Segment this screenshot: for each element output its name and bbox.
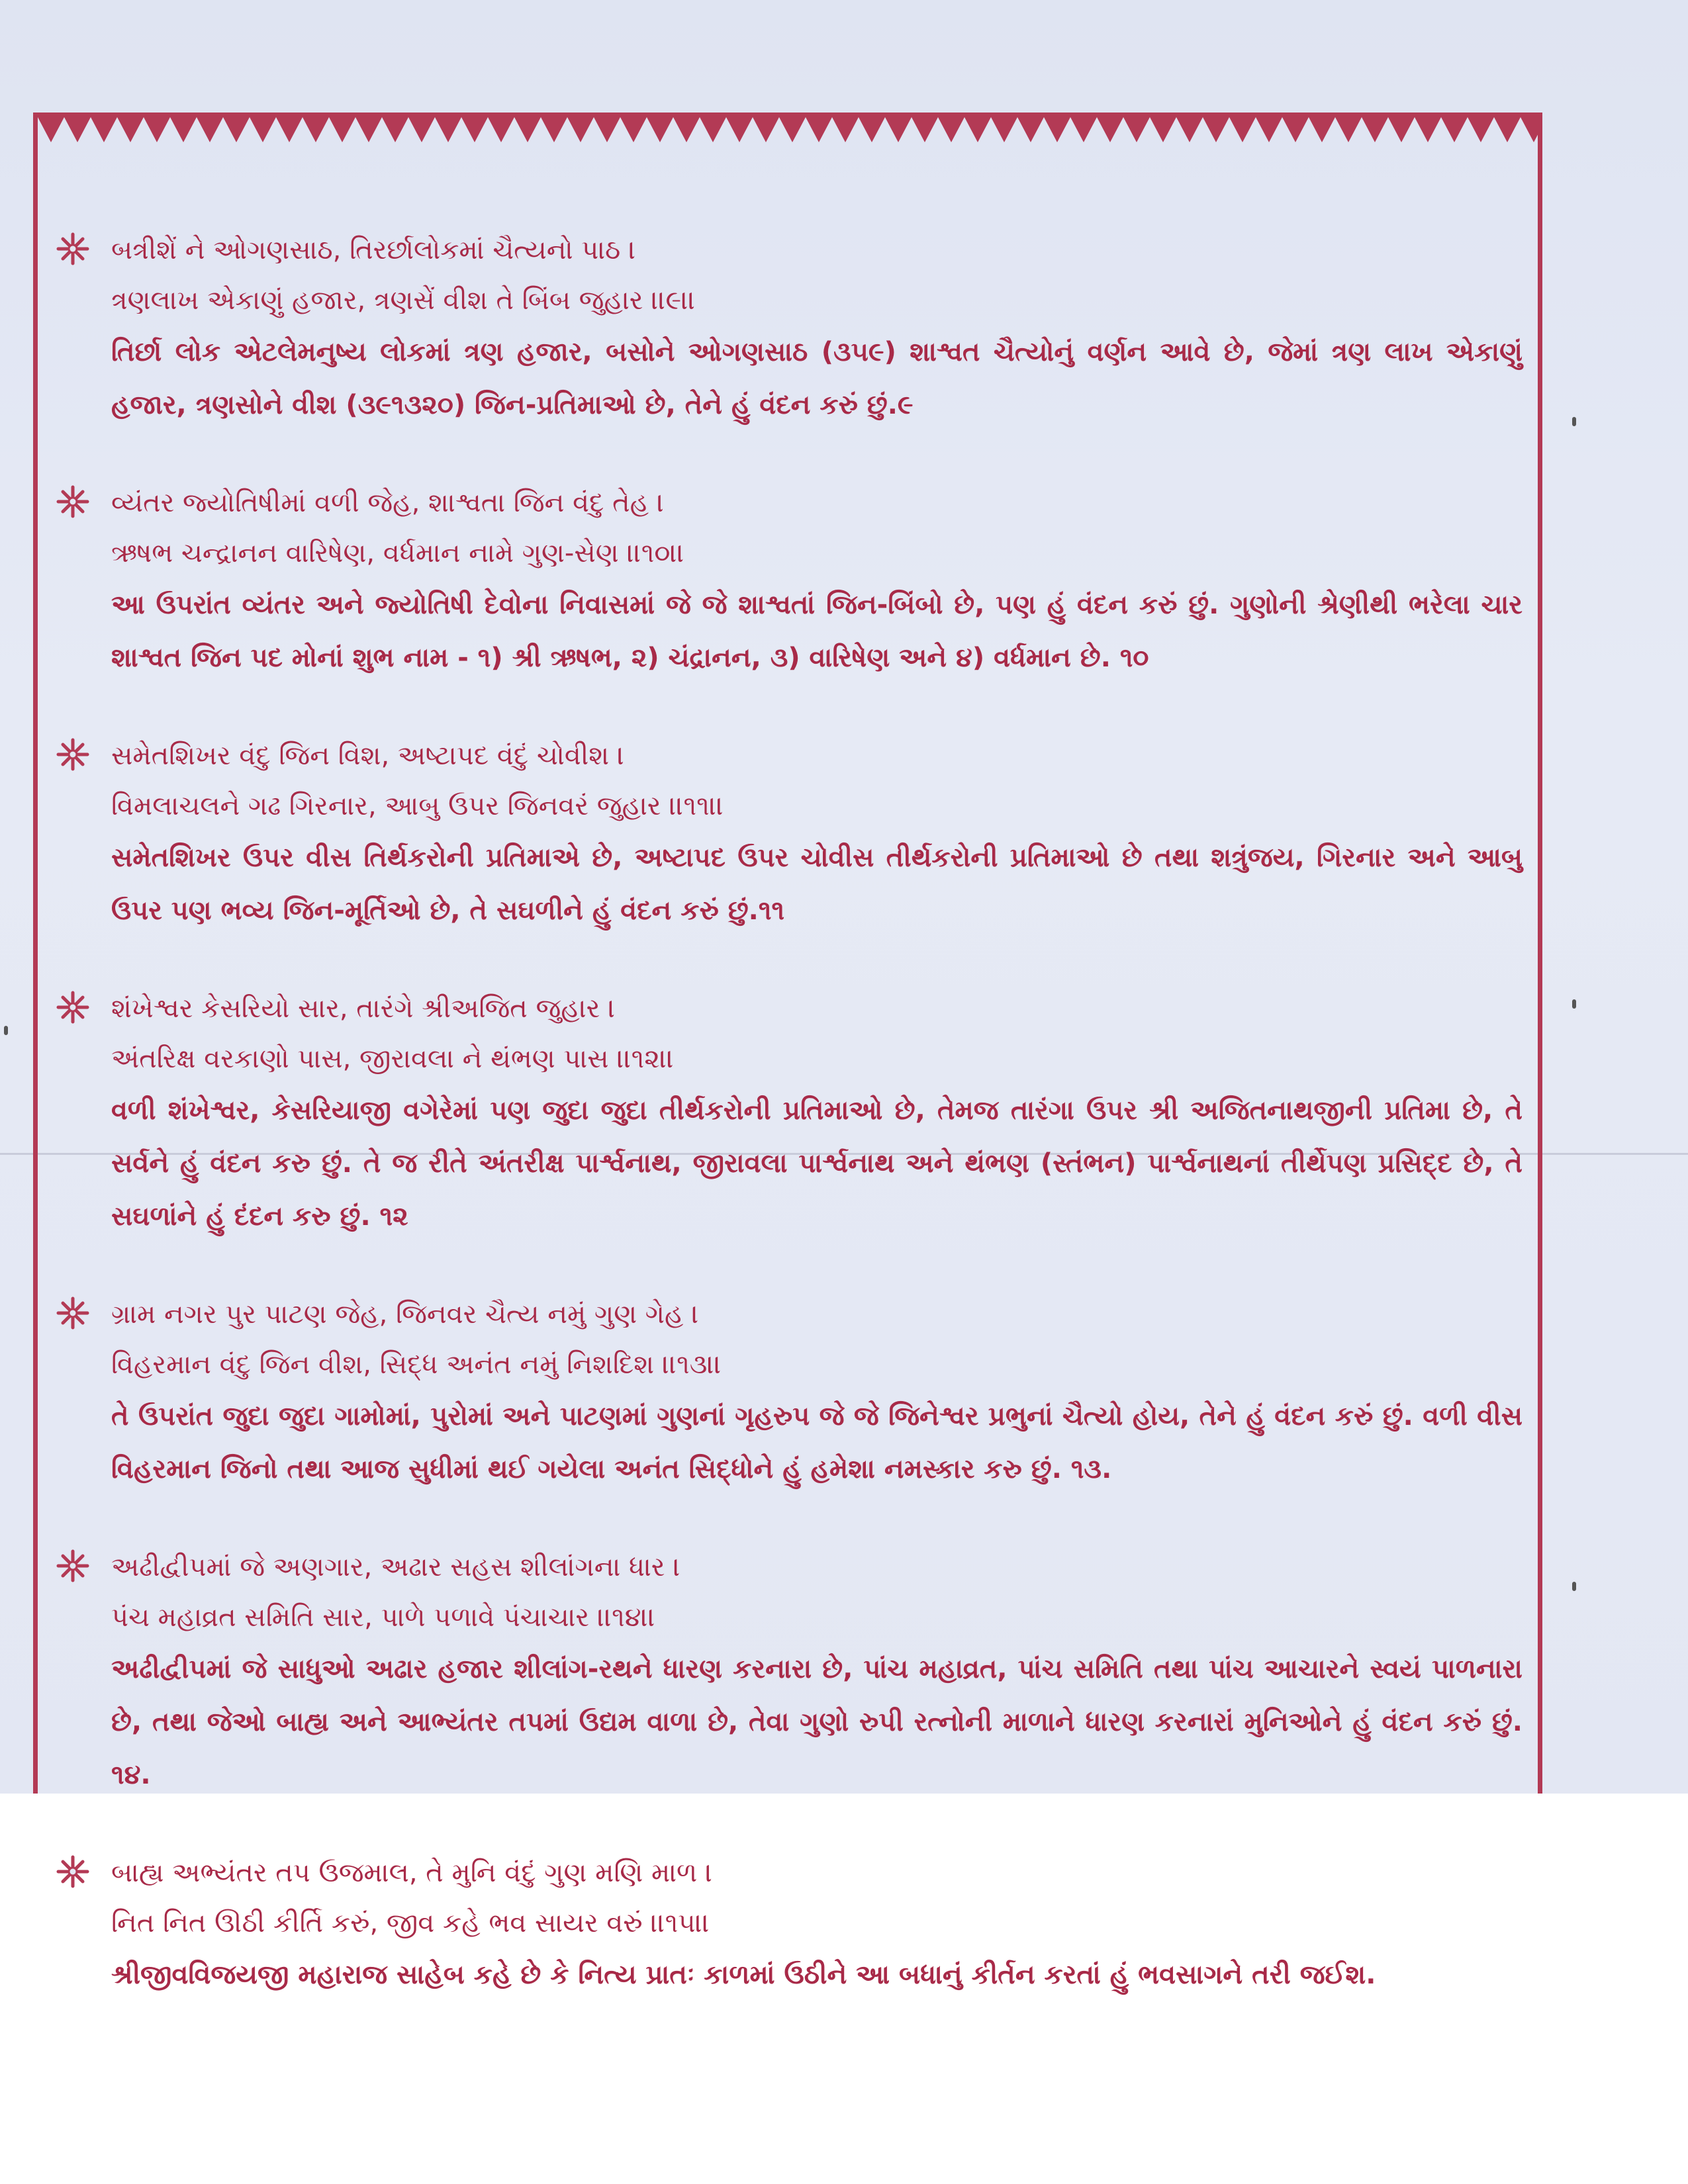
verse-meaning: વળી શંખેશ્વર, કેસરિયાજી વગેરેમાં પણ જુદા જુદા તીર્થકરોની પ્રતિમાઓ છે, તેમજ તારંગા ઉપર શ્રી અજિતનાથજીની પ્રતિમા છે, તે સર્વને હું વંદન કરુ છું. તે જ રીતે અંતરીક્ષ પાર્શ્વનાથ, જીરાવલા પાર્શ્વનાથ અને થંભણ (સ્તંભન) પાર્શ્વનાથનાં તીર્થેપણ પ્રસિદ્દ છે, તે સઘળાંને હું દંદન કરુ છું. ૧૨ bbox=[111, 1095, 1523, 1232]
verse-11 bbox=[53, 731, 1523, 937]
verse-line: વિહરમાન વંદુ જિન વીશ, સિદ્ધ અનંત નમું નિશદિશ ।।૧૩।। bbox=[111, 1349, 722, 1380]
flower-asterisk-icon bbox=[53, 482, 93, 522]
flower-asterisk-icon bbox=[53, 1852, 93, 1891]
verse-line: અઢીદ્વીપમાં જે અણગાર, અઢાર સહસ શીલાંગના ધાર । bbox=[111, 1552, 680, 1582]
flower-asterisk-icon bbox=[53, 229, 93, 269]
verse-line: ઋષભ ચન્દ્રાનન વારિષેણ, વર્ધમાન નામે ગુણ-સેણ ।।૧૦।। bbox=[111, 538, 684, 569]
zigzag-border-top bbox=[38, 117, 1538, 150]
verse-line: વિમલાચલને ગઢ ગિરનાર, આબુ ઉપર જિનવરં જુહાર ।।૧૧।। bbox=[111, 791, 724, 821]
verse-13 bbox=[53, 1289, 1523, 1496]
verse-line: ત્રણલાખ એકાણું હજાર, ત્રણસેં વીશ તે બિંબ જુહાર ।।૯।। bbox=[111, 285, 696, 316]
verse-15 bbox=[53, 1848, 1523, 2001]
verse-14 bbox=[53, 1542, 1523, 1801]
scan-speck bbox=[1572, 999, 1576, 1009]
scan-speck bbox=[4, 1026, 8, 1035]
flower-asterisk-icon bbox=[53, 987, 93, 1027]
verse-list bbox=[53, 225, 1523, 2048]
verse-line: ગ્રામ નગર પુર પાટણ જેહ, જિનવર ચૈત્ય નમું ગુણ ગેહ । bbox=[111, 1299, 699, 1330]
verse-12 bbox=[53, 983, 1523, 1243]
verse-line: બત્રીશેં ને ઓગણસાઠ, તિરર્છાલોકમાં ચૈત્યનો પાઠ । bbox=[111, 235, 636, 265]
scan-speck bbox=[1572, 1582, 1576, 1591]
verse-line: નિત નિત ઊઠી કીર્તિ કરું, જીવ કહે ભવ સાયર વરું ।।૧૫।। bbox=[111, 1908, 710, 1938]
verse-line: પંચ મહાવ્રત સમિતિ સાર, પાળે પળાવે પંચાચાર ।।૧૪।। bbox=[111, 1602, 655, 1633]
flower-asterisk-icon bbox=[53, 735, 93, 774]
verse-meaning: અઢીદ્વીપમાં જે સાધુઓ અઢાર હજાર શીલાંગ-રથને ધારણ કરનારા છે, પાંચ મહાવ્રત, પાંચ સમિતિ તથા પાંચ આચારને સ્વયં પાળનારા છે, તથા જેઓ બાહ્ય અને આભ્યંતર તપમાં ઉદ્યમ વાળા છે, તેવા ગુણો રુપી રત્નોની માળાને ધારણ કરનારાં મુનિઓને હું વંદન કરું છું. ૧૪. bbox=[111, 1654, 1523, 1790]
scan-speck bbox=[1572, 417, 1576, 426]
verse-line: શંખેશ્વર કેસરિયો સાર, તારંગે શ્રીઅજિત જુહાર । bbox=[111, 993, 616, 1024]
verse-10 bbox=[53, 478, 1523, 684]
verse-9 bbox=[53, 225, 1523, 432]
flower-asterisk-icon bbox=[53, 1293, 93, 1333]
verse-meaning: તે ઉપરાંત જુદા જુદા ગામોમાં, પુરોમાં અને પાટણમાં ગુણનાં ગૃહરુપ જે જે જિનેશ્વર પ્રભુનાં ચૈત્યો હોય, તેને હું વંદન કરું છું. વળી વીસ વિહરમાન જિનો તથા આજ સુધીમાં થઈ ગયેલા અનંત સિદ્ધોને હું હમેશા નમસ્કાર કરુ છું. ૧૩. bbox=[111, 1401, 1523, 1484]
verse-line: સમેતશિખર વંદુ જિન વિશ, અષ્ટાપદ વંદું ચોવીશ । bbox=[111, 741, 625, 771]
verse-meaning: આ ઉપરાંત વ્યંતર અને જ્યોતિષી દેવોના નિવાસમાં જે જે શાશ્વતાં જિન-બિંબો છે, પણ હું વંદન કરું છું. ગુણોની શ્રેણીથી ભરેલા ચાર શાશ્વત જિન પદ મોનાં શુભ નામ - ૧) શ્રી ઋષભ, ૨) ચંદ્રાનન, ૩) વારિષેણ અને ૪) વર્ધમાન છે. ૧૦ bbox=[111, 590, 1523, 673]
verse-meaning: શ્રીજીવવિજયજી મહારાજ સાહેબ કહે છે કે નિત્ય પ્રાતઃ કાળમાં ઉઠીને આ બધાનું કીર્તન કરતાં હું ભવસાગને તરી જઈશ. bbox=[111, 1960, 1376, 1990]
verse-line: અંતરિક્ષ વરકાણો પાસ, જીરાવલા ને થંભણ પાસ ।।૧૨।। bbox=[111, 1044, 675, 1074]
flower-asterisk-icon bbox=[53, 1546, 93, 1586]
verse-line: બાહ્ય અભ્યંતર તપ ઉજમાલ, તે મુનિ વંદું ગુણ મણિ માળ । bbox=[111, 1858, 713, 1888]
verse-meaning: તિર્છા લોક એટલેમનુષ્ય લોકમાં ત્રણ હજાર, બસોને ઓગણસાઠ (૩૫૯) શાશ્વત ચૈત્યોનું વર્ણન આવે છે, જેમાં ત્રણ લાખ એકાણું હજાર, ત્રણસોને વીશ (૩૯૧૩૨૦) જિન-પ્રતિમાઓ છે, તેને હું વંદન કરું છું.૯ bbox=[111, 337, 1523, 420]
verse-line: વ્યંતર જ્યોતિષીમાં વળી જેહ, શાશ્વતા જિન વંદુ તેહ । bbox=[111, 488, 665, 518]
verse-meaning: સમેતશિખર ઉપર વીસ તિર્થકરોની પ્રતિમાએ છે, અષ્ટાપદ ઉપર ચોવીસ તીર્થકરોની પ્રતિમાઓ છે તથા શત્રુંજય, ગિરનાર અને આબુ ઉપર પણ ભવ્ય જિન-મૂર્તિઓ છે, તે સઘળીને હું વંદન કરું છું.૧૧ bbox=[111, 842, 1523, 926]
